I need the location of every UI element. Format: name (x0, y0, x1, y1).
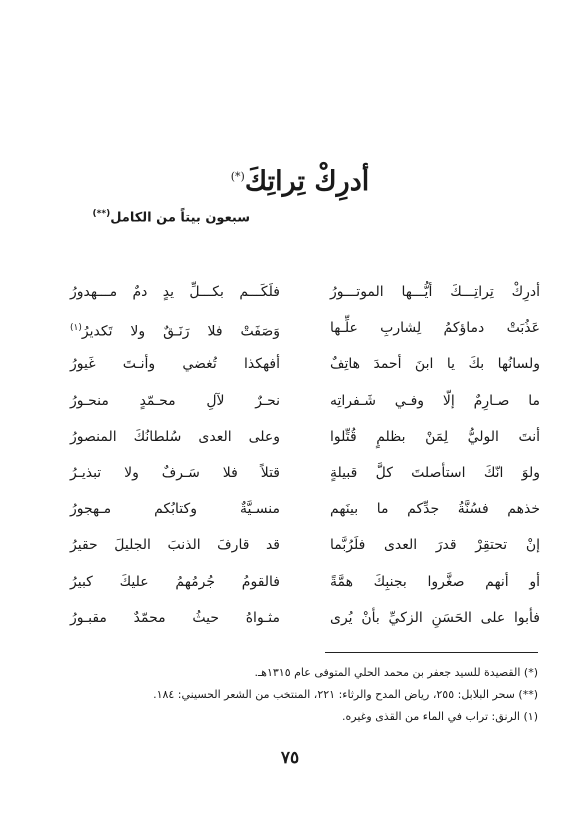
poem-subtitle (70, 209, 250, 225)
verse-first-hemistich: أدرِكْ تِراتِـــكَ أيُّـــها الموتـــورُ (330, 284, 540, 300)
verse-first-hemistich: ما صـارِمٌ إلّا وفـي شَـفراتِه (330, 392, 540, 409)
verse-first-hemistich: عَذُبَتْ دماؤكمُ لِشاربِ علِّـها (330, 320, 540, 337)
verse-first-hemistich: خذهم فسُنَّةُ جدِّكم ما بينَهم (330, 501, 540, 518)
footnote (60, 684, 538, 706)
poem-title (180, 166, 420, 197)
verse (70, 495, 540, 531)
verse-second-hemistich (70, 314, 280, 346)
verse (70, 459, 540, 495)
verse-second-hemistich: منسـيَّةٌ وكتابُكم مـهجورُ (70, 501, 280, 518)
verse-second-hemistich: قتلاً فلا سَـرفٌ ولا تبذيـرُ (70, 464, 280, 481)
verse-first-hemistich: أو أنهم صغَّروا بجنبِكَ همَّةً (330, 573, 540, 590)
footnote-text: الرنق: تراب في الماء من القذى وغيره. (341, 710, 520, 723)
poem-subtitle-text: سبعون بيتاً من الكامل (110, 210, 250, 226)
footnote-marker: (١) (523, 710, 538, 723)
verse (70, 314, 540, 350)
verse-first-hemistich: أنتَ الوليُّ لِمَنْ بظلمٍ قُتِّلوا (330, 428, 540, 445)
verse-second-hemistich: فلَكَـــم بكـــلِّ يدٍ دمٌ مـــهدورُ (70, 284, 280, 300)
verse (70, 423, 540, 459)
footnote (60, 706, 538, 728)
footnote-marker: (**) (518, 688, 538, 701)
verse-first-hemistich: إنْ تحتقِرْ قدرَ العدى فلَرُبَّما (330, 537, 540, 554)
verse (70, 531, 540, 567)
footnote-marker: (*) (523, 666, 538, 679)
footnotes (60, 662, 538, 728)
verse-first-hemistich: فأبوا على الحَسَنِ الزكيِّ بأنْ يُرى (330, 609, 540, 626)
verse (70, 604, 540, 640)
page-number: ٧٥ (280, 748, 300, 768)
verse-second-hemistich-text: وَصَفَتْ فلا رَنَـقٌ ولا تَكديرُ (81, 323, 280, 340)
verse-second-hemistich: وعلى العدى سُلطانُكَ المنصورُ (70, 428, 280, 445)
verse (70, 350, 540, 386)
title-footnote-marker: (*) (230, 170, 245, 183)
verse (70, 387, 540, 423)
footnote (60, 662, 538, 684)
footnote-text: القصيدة للسيد جعفر بن محمد الحلي المتوفى عام ١٣١٥هـ. (254, 666, 521, 679)
verse-second-hemistich: نحـرٌ لآلِ محـمّدٍ منحـورُ (70, 392, 280, 409)
verse-second-hemistich: فالقومُ جُرمُهمُ عليكَ كبيرُ (70, 573, 280, 590)
verse-second-hemistich: مثـواهُ حيثُ محمّدٌ مقبـورُ (70, 609, 280, 626)
footnote-divider (325, 652, 538, 653)
verse (70, 278, 540, 314)
verse-first-hemistich: ولسانُها بكَ يا ابنَ أحمدَ هاتِفٌ (330, 356, 540, 373)
footnote-text: سحر البلابل: ٢٥٥، رياض المدح والرثاء: ٢٢١، المنتخب من الشعر الحسيني: ١٨٤. (153, 688, 515, 701)
poem-title-text: أدرِكْ تِراتِكَ (244, 166, 370, 197)
subtitle-footnote-marker: (**) (92, 209, 111, 219)
verse-second-hemistich: قد قارفَ الذنبَ الجليلَ حقيرُ (70, 537, 280, 554)
verse-first-hemistich: ولوَ انّكَ استأصلتَ كلَّ قبيلةٍ (330, 464, 540, 481)
verse-second-hemistich: أفهكذا تُغضي وأنـتَ غَيورُ (70, 356, 280, 373)
verse-footnote-marker: (١) (70, 323, 82, 334)
poem-body (70, 278, 540, 640)
verse (70, 568, 540, 604)
